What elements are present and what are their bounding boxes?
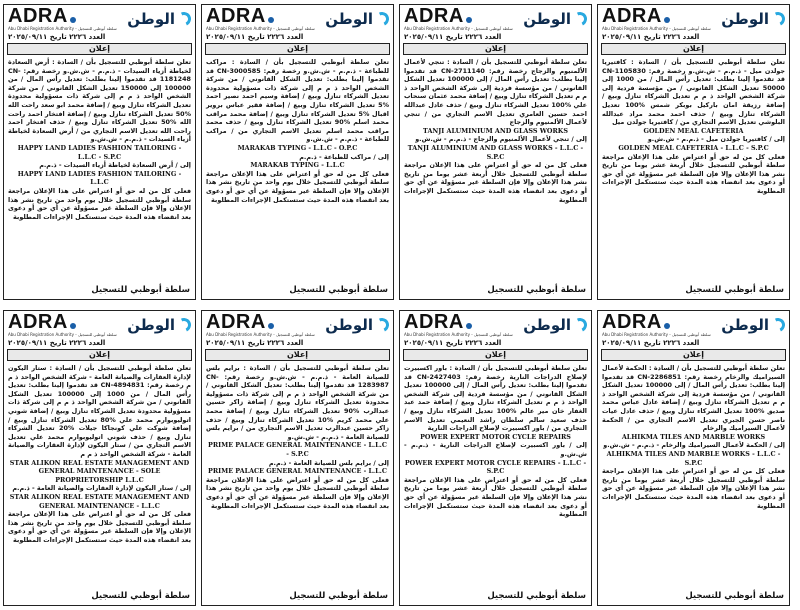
alwatan-wordmark: الوطن xyxy=(721,316,769,334)
notice-objection-text: فعلى كل من له حق أو اعتراض على هذا الإعلان مراجعة سلطة أبوظبي للتسجيل خلال يوم واحد من تاريخ نشر هذا الإعلان وإلا فإن السلطة غير مسؤولة عن أي حق أو دعوى بعد انقضاء هذه المدة حيث ستستكمل الإجراءات المطلوبة xyxy=(8,186,191,221)
adra-subtitle: Abu Dhabi Registration Authority - سلطة أبوظبي للتسجيل xyxy=(602,26,711,31)
alwatan-arc-icon xyxy=(175,316,193,334)
alwatan-logo xyxy=(325,10,389,28)
notice-english-name: ALHIKMA TILES AND MARBLE WORKS - L.L.C - S.P.C xyxy=(606,449,781,467)
adra-dot-icon xyxy=(70,323,76,329)
alwatan-logo xyxy=(523,10,587,28)
notice-objection-text: فعلى كل من له حق أو اعتراض على هذا الإعلان مراجعة سلطة أبوظبي للتسجيل خلال أربعة عشر يوما من تاريخ نشر هذا الإعلان وإلا فإن السلطة غير مسؤولة عن أي حق أو دعوى بعد انقضاء هذه المدة حيث ستستكمل الإجراءات المطلوبة xyxy=(404,475,587,519)
notice-english-name: HAPPY LAND LADIES FASHION TAILORING - L.L.C xyxy=(17,169,182,187)
notice-arabic-text: تعلن سلطة أبوظبي للتسجيل بأن / السادة : تنجي لأعمال الألمنيوم والزجاج رخصة رقم: CN-2711140 قد تقدموا إلينا بطلب: تعديل رأس المال / إلى 100000 تعديل الشكل القانوني / من مؤسسة فردية إلى شركة الشخص الواحد ذ م م تعديل الشركاء تنازل وبيع / إضافة محمد عثمان سنحاب علي %100 تعديل الشركاء تنازل وبيع / حذف عادل عبدالله احمد حسين العامري تعديل الاسم التجاري من / تنجي لأعمال الألمنيوم والزجاج xyxy=(404,58,587,127)
notice-arabic-text: إلى / مراكب للطباعة - ذ.م.م xyxy=(299,152,389,161)
alwatan-arc-icon xyxy=(769,10,787,28)
notice-arabic-text: تعلن سلطة أبوظبي للتسجيل بأن / السادة : مراكب للطباعة - ذ.م.م - ش.ش.و رخصة رقم: CN-3000585 قد تقدموا إلينا بطلب: تعديل الشكل القانوني / من شركة الشخص الواحد ذ م م إلى شركة ذات مسؤولية محدودة تعديل الشركاء تنازل وبيع / إضافة وسيم احمد نصير احمد %5 تعديل الشركاء تنازل وبيع / إضافة فقير عباس بروير اقبال %5 تعديل الشركاء تنازل وبيع / إضافة محمد مراقب محمد اسلم %90 تعديل الشركاء تنازل وبيع / حذف محمد مراقب محمد اسلم تعديل الاسم التجاري من / مراكب للطباعة - ذ.م.م - ش.ش.و xyxy=(206,58,390,144)
notice-english-name: POWER EXPERT MOTOR CYCLE REPAIRS - L.L.C - S.P.C xyxy=(404,458,587,476)
authority-footer: سلطة أبوظبي للتسجيل xyxy=(91,285,190,295)
adra-subtitle: Abu Dhabi Registration Authority - سلطة أبوظبي للتسجيل xyxy=(404,332,513,337)
notice-card xyxy=(597,4,790,300)
notice-english-name: ALHIKMA TILES AND MARBLE WORKS xyxy=(621,432,766,441)
notice-objection-text: فعلى كل من له حق أو اعتراض على هذا الإعلان مراجعة سلطة أبوظبي للتسجيل خلال يوم واحد من تاريخ نشر هذا الإعلان وإلا فإن السلطة غير مسؤولة عن أي حق أو دعوى بعد انقضاء هذه المدة حيث ستستكمل الإجراءات المطلوبة xyxy=(206,475,389,510)
adra-logo xyxy=(206,7,315,31)
alwatan-wordmark: الوطن xyxy=(721,10,769,28)
adra-subtitle: Abu Dhabi Registration Authority - سلطة أبوظبي للتسجيل xyxy=(8,332,117,337)
announcement-title: إعلان xyxy=(403,349,588,361)
notice-arabic-text: تعلن سلطة أبوظبي للتسجيل بأن / السادة : ستار اليكون لإدارة العقارات والصيانة العامة - شركة الشخص الواحد ذ م م رخصة رقم: CN-4894831 قد تقدموا إلينا بطلب: تعديل رأس المال / من 1000 إلى 100000 تعديل الشكل القانوني / من شركة الشخص الواحد ذ م م إلى شركة ذات مسؤولية محدودة تعديل الشركاء تنازل وبيع / إضافة شوني اتوليوبوارم محمد علي %80 تعديل الشركاء تنازل وبيع / إضافة شوكت علي كونجاكا جيلات %20 تعديل الشركاء تنازل وبيع / حذف شوني اتوليوبوارم محمد علي تعديل الاسم التجاري من / ستار اليكون لإدارة العقارات والصيانة العامة - شركة الشخص الواحد ذ م م xyxy=(8,364,191,458)
alwatan-arc-icon xyxy=(373,10,391,28)
notice-objection-text: فعلى كل من له حق أو اعتراض على هذا الإعلان مراجعة سلطة أبوظبي للتسجيل خلال يوم واحد من تاريخ نشر هذا الإعلان وإلا فإن السلطة غير مسؤولة عن أي حق أو دعوى بعد انقضاء هذه المدة حيث ستستكمل الإجراءات المطلوبة xyxy=(8,510,191,544)
notice-arabic-text: تعلن سلطة أبوظبي للتسجيل بأن / السادة : أرض السعادة لخياطة أزياء السيدات - ذ.م.م - ش.ش.و رخصة رقم: CN-1181248 قد تقدموا إلينا بطلب: تعديل رأس المال / من 100000 إلى 150000 تعديل الشكل القانوني / من شركة الشخص الواحد ذ م م إلى شركة ذات مسؤولية محدودة تعديل الشركاء تنازل وبيع / إضافة محمد ابو سعد راحت الله %50 تعديل الشركاء تنازل وبيع / إضافة افتخار احمد راحت الله %50 تعديل الشركاء تنازل وبيع / حذف افتخار احمد راحت الله تعديل الاسم التجاري من / أرض السعادة لخياطة أزياء السيدات - ذ.م.م - ش.ش.و xyxy=(8,58,192,144)
alwatan-logo xyxy=(721,10,785,28)
card-header xyxy=(400,5,591,33)
adra-dot-icon xyxy=(70,17,76,23)
notice-card xyxy=(399,310,592,606)
notice-arabic-text: إلى / برايم بلس للصيانة العامة - ذ.م.م xyxy=(268,458,389,467)
notice-body xyxy=(400,362,591,590)
authority-footer: سلطة أبوظبي للتسجيل xyxy=(91,591,190,601)
notice-arabic-text: تعلن سلطة أبوظبي للتسجيل بأن / السادة : الحكمة لأعمال السيراميك والرخام رخصة رقم: CN-2286851 قد تقدموا إلينا بطلب: تعديل رأس المال / إلى 100000 تعديل الشكل القانوني / من مؤسسة فردية إلى شركة الشخص الواحد ذ م م تعديل الشركاء تنازل وبيع / إضافة عادل عباس محمد صديق %100 تعديل الشركاء تنازل وبيع / حذف عادل عيات ناصر حسن الجبري تعديل الاسم التجاري من / الحكمة لأعمال السيراميك والرخام xyxy=(602,364,785,433)
adra-subtitle: Abu Dhabi Registration Authority - سلطة أبوظبي للتسجيل xyxy=(602,332,711,337)
authority-footer: سلطة أبوظبي للتسجيل xyxy=(487,285,586,295)
adra-subtitle: Abu Dhabi Registration Authority - سلطة أبوظبي للتسجيل xyxy=(206,332,315,337)
notice-arabic-text: تعلن سلطة أبوظبي للتسجيل بأن / السادة : كافتيريا جولدن ميل - ذ.م.م - ش.ش.و رخصة رقم: CN-1105830 قد تقدموا إلينا بطلب: تعديل رأس المال / من 1000 إلى 50000 تعديل الشكل القانوني / من مؤسسة فردية إلى شركة الشخص الواحد ذ م م تعديل الشركاء تنازل وبيع / إضافة رزيقة امان باركيل بوبكر شمس %100 تعديل الشركاء تنازل وبيع / حذف احمد محمد مراد عبدالله البلوشي تعديل الاسم التجاري من / كافتيريا جولدن ميل xyxy=(602,58,785,127)
adra-wordmark: ADRA xyxy=(602,5,662,27)
notice-english-name: PRIME PALACE GENERAL MAINTENANCE - L.L.C xyxy=(208,467,387,476)
notice-arabic-text: إلى / تنجي لأعمال الألمنيوم والزجاج - ذ.م.م - ش.ش.و xyxy=(415,135,587,144)
announcement-title: إعلان xyxy=(403,43,588,55)
adra-dot-icon xyxy=(664,17,670,23)
notice-english-name: TANJI ALUMINIUM AND GLASS WORKS xyxy=(423,126,568,135)
card-header xyxy=(202,5,393,33)
notice-english-name: STAR ALIKON REAL ESTATE MANAGEMENT AND GENERAL MAINTENANCE - SOLE PROPRIETORSHIP L.L.C xyxy=(9,458,190,484)
adra-dot-icon xyxy=(466,17,472,23)
notice-body xyxy=(202,56,393,284)
adra-dot-icon xyxy=(466,323,472,329)
alwatan-arc-icon xyxy=(175,10,193,28)
adra-logo xyxy=(8,7,117,31)
notice-objection-text: فعلى كل من له حق أو اعتراض على هذا الإعلان مراجعة سلطة أبوظبي للتسجيل خلال أربعة عشر يوما من تاريخ نشر هذا الإعلان وإلا فإن السلطة غير مسؤولة عن أي حق أو دعوى بعد انقضاء هذه المدة حيث ستستكمل الإجراءات المطلوبة xyxy=(404,161,587,204)
alwatan-arc-icon xyxy=(373,316,391,334)
notice-arabic-text: إلى / أرض السعادة لخياطة أزياء السيدات - ذ.م.م xyxy=(39,161,191,170)
announcement-title: إعلان xyxy=(601,349,786,361)
issue-dateline: العدد ٢٢٢٦ تاريخ ٢٠٢٥/٠٩/١١ xyxy=(206,33,304,41)
notice-arabic-text: إلى / ستار اليكون لإدارة العقارات والصيانة العامة - ذ.م.م xyxy=(12,484,191,493)
adra-logo xyxy=(602,7,711,31)
alwatan-wordmark: الوطن xyxy=(325,316,373,334)
adra-dot-icon xyxy=(268,17,274,23)
notice-card xyxy=(3,4,196,300)
notice-english-name: TANJI ALUMINIUM AND GLASS WORKS - L.L.C - S.P.C xyxy=(407,143,584,161)
notice-english-name: GOLDEN MEAL CAFETERIA xyxy=(643,126,744,135)
adra-wordmark: ADRA xyxy=(206,311,266,333)
announcement-title: إعلان xyxy=(601,43,786,55)
alwatan-wordmark: الوطن xyxy=(325,10,373,28)
issue-dateline: العدد ٢٢٢٦ تاريخ ٢٠٢٥/٠٩/١١ xyxy=(8,33,106,41)
alwatan-arc-icon xyxy=(571,316,589,334)
notice-english-name: POWER EXPERT MOTOR CYCLE REPAIRS xyxy=(420,432,571,441)
card-header xyxy=(598,311,789,339)
notice-card xyxy=(3,310,196,606)
notice-body xyxy=(4,56,195,284)
adra-logo xyxy=(602,313,711,337)
alwatan-wordmark: الوطن xyxy=(127,316,175,334)
alwatan-wordmark: الوطن xyxy=(523,10,571,28)
adra-wordmark: ADRA xyxy=(8,5,68,27)
notice-arabic-text: إلى / كافتيريا جولدن ميل - ذ.م.م - ش.ش.و xyxy=(647,135,785,144)
authority-footer: سلطة أبوظبي للتسجيل xyxy=(685,591,784,601)
notice-card xyxy=(399,4,592,300)
issue-dateline: العدد ٢٢٢٦ تاريخ ٢٠٢٥/٠٩/١١ xyxy=(8,339,106,347)
notice-english-name: PRIME PALACE GENERAL MAINTENANCE - L.L.C - S.P.C xyxy=(208,441,387,458)
notice-english-name: STAR ALIKON REAL ESTATE MANAGEMENT AND GENERAL MAINTENANCE - L.L.C xyxy=(9,492,190,510)
notice-objection-text: فعلى كل من له حق أو اعتراض على هذا الإعلان مراجعة سلطة أبوظبي للتسجيل خلال يوم واحد من تاريخ نشر هذا الإعلان وإلا فإن السلطة غير مسؤولة عن أي حق أو دعوى بعد انقضاء هذه المدة حيث ستستكمل الإجراءات المطلوبة xyxy=(206,169,389,204)
authority-footer: سلطة أبوظبي للتسجيل xyxy=(289,285,388,295)
adra-logo xyxy=(206,313,315,337)
notice-arabic-text: إلى / باور اكسبيرت لإصلاح الدراجات النارية - ذ.م.م - ش.ش.و xyxy=(404,441,587,458)
card-header xyxy=(598,5,789,33)
adra-dot-icon xyxy=(268,323,274,329)
adra-logo xyxy=(8,313,117,337)
notice-english-name: HAPPY LAND LADIES FASHION TAILORING - L.L.C - S.P.C xyxy=(17,143,182,161)
alwatan-logo xyxy=(127,316,191,334)
alwatan-arc-icon xyxy=(571,10,589,28)
notice-body xyxy=(4,362,195,590)
notice-card xyxy=(201,4,394,300)
notice-card xyxy=(597,310,790,606)
adra-wordmark: ADRA xyxy=(206,5,266,27)
announcement-title: إعلان xyxy=(7,43,192,55)
notice-objection-text: فعلى كل من له حق أو اعتراض على هذا الإعلان مراجعة سلطة أبوظبي للتسجيل خلال أربعة عشر يوما من تاريخ نشر هذا الإعلان وإلا فإن السلطة غير مسؤولة عن أي حق أو دعوى بعد انقضاء هذه المدة حيث ستستكمل الإجراءات المطلوبة xyxy=(602,467,785,510)
issue-dateline: العدد ٢٢٢٦ تاريخ ٢٠٢٥/٠٩/١١ xyxy=(404,339,502,347)
notice-english-name: MARAKAB TYPING - L.L.C xyxy=(250,161,345,170)
notice-arabic-text: تعلن سلطة أبوظبي للتسجيل بأن / السادة : برايم بلس للصيانة العامة - ذ.م.م - ش.ش.و رخصة رقم: CN-1283987 قد تقدموا إلينا بطلب: تعديل الشكل القانوني / من شركة الشخص الواحد ذ م م إلى شركة ذات مسؤولية محدودة تعديل الشركاء تنازل وبيع / إضافة زاكر حسين عبدالرب %90 تعديل الشركاء تنازل وبيع / إضافة محمد علي محمد كريم %10 تعديل الشركاء تنازل وبيع / حذف زاكر حسين عبدالرب تعديل الاسم التجاري من / برايم بلس للصيانة العامة - ذ.م.م - ش.ش.و xyxy=(206,364,389,441)
announcement-title: إعلان xyxy=(205,43,390,55)
adra-logo xyxy=(404,313,513,337)
adra-wordmark: ADRA xyxy=(404,5,464,27)
notice-body xyxy=(598,56,789,284)
adra-wordmark: ADRA xyxy=(602,311,662,333)
issue-dateline: العدد ٢٢٢٦ تاريخ ٢٠٢٥/٠٩/١١ xyxy=(404,33,502,41)
notice-objection-text: فعلى كل من له حق أو اعتراض على هذا الإعلان مراجعة سلطة أبوظبي للتسجيل خلال أربعة عشر يوما من تاريخ نشر هذا الإعلان وإلا فإن السلطة غير مسؤولة عن أي حق أو دعوى بعد انقضاء هذه المدة حيث ستستكمل الإجراءات المطلوبة xyxy=(602,152,785,195)
notice-card xyxy=(201,310,394,606)
alwatan-arc-icon xyxy=(769,316,787,334)
card-header xyxy=(202,311,393,339)
notice-body xyxy=(202,362,393,590)
issue-dateline: العدد ٢٢٢٦ تاريخ ٢٠٢٥/٠٩/١١ xyxy=(206,339,304,347)
alwatan-logo xyxy=(523,316,587,334)
announcement-title: إعلان xyxy=(7,349,192,361)
alwatan-logo xyxy=(721,316,785,334)
adra-wordmark: ADRA xyxy=(404,311,464,333)
adra-wordmark: ADRA xyxy=(8,311,68,333)
alwatan-wordmark: الوطن xyxy=(127,10,175,28)
notice-english-name: GOLDEN MEAL CAFETERIA - L.L.C - S.P.C xyxy=(618,143,769,152)
adra-subtitle: Abu Dhabi Registration Authority - سلطة أبوظبي للتسجيل xyxy=(8,26,117,31)
authority-footer: سلطة أبوظبي للتسجيل xyxy=(685,285,784,295)
issue-dateline: العدد ٢٢٢٦ تاريخ ٢٠٢٥/٠٩/١١ xyxy=(602,33,700,41)
notice-body xyxy=(400,56,591,284)
card-header xyxy=(400,311,591,339)
alwatan-wordmark: الوطن xyxy=(523,316,571,334)
authority-footer: سلطة أبوظبي للتسجيل xyxy=(289,591,388,601)
notice-english-name: MARAKAB TYPING - L.L.C - O.P.C xyxy=(237,143,358,152)
card-header xyxy=(4,5,195,33)
alwatan-logo xyxy=(325,316,389,334)
authority-footer: سلطة أبوظبي للتسجيل xyxy=(487,591,586,601)
card-header xyxy=(4,311,195,339)
notice-arabic-text: إلى / الحكمة لأعمال السيراميك والرخام - ذ.م.م - ش.ش.و xyxy=(603,441,785,450)
alwatan-logo xyxy=(127,10,191,28)
announcement-title: إعلان xyxy=(205,349,390,361)
issue-dateline: العدد ٢٢٢٦ تاريخ ٢٠٢٥/٠٩/١١ xyxy=(602,339,700,347)
notice-arabic-text: تعلن سلطة أبوظبي للتسجيل بأن / السادة : باور اكسبيرت لإصلاح الدراجات النارية رخصة رقم: CN-2427403 قد تقدموا إلينا بطلب: تعديل رأس المال / إلى 100000 تعديل الشكل القانوني / من مؤسسة فردية إلى شركة الشخص الواحد ذ م م تعديل الشركاء تنازل وبيع / إضافة حمد عبد الغفار خان مير عالم %100 تعديل الشركاء تنازل وبيع / حذف سعيد سالم سلطان راشد النعيمي تعديل الاسم التجاري من / باور اكسبيرت لإصلاح الدراجات النارية xyxy=(404,364,588,433)
notice-body xyxy=(598,362,789,590)
adra-subtitle: Abu Dhabi Registration Authority - سلطة أبوظبي للتسجيل xyxy=(404,26,513,31)
adra-subtitle: Abu Dhabi Registration Authority - سلطة أبوظبي للتسجيل xyxy=(206,26,315,31)
adra-dot-icon xyxy=(664,323,670,329)
adra-logo xyxy=(404,7,513,31)
